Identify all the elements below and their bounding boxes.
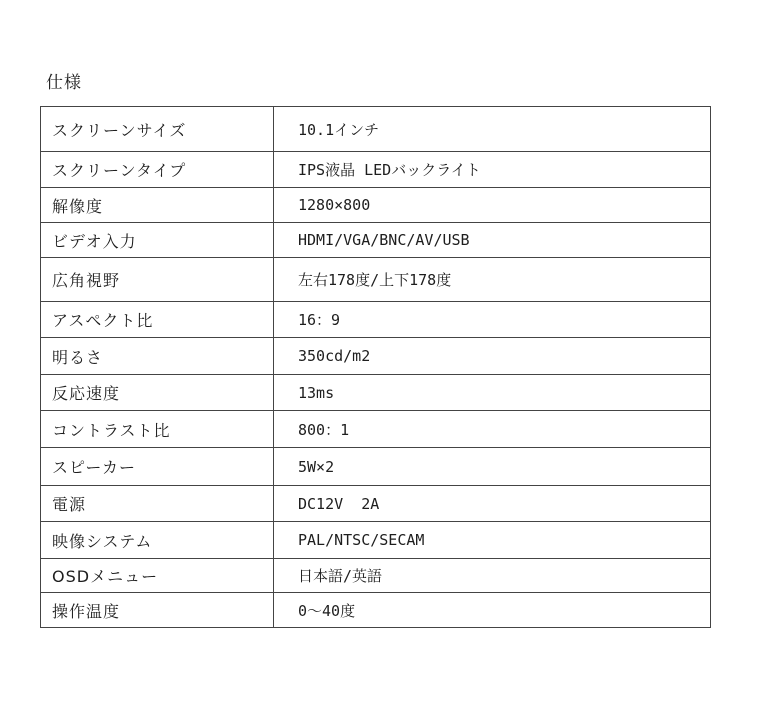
spec-label: 操作温度: [41, 593, 274, 628]
table-row: [41, 559, 711, 593]
table-row: [41, 593, 711, 628]
spec-value: IPS液晶 LEDバックライト: [274, 152, 711, 188]
spec-value: 左右178度/上下178度: [274, 258, 711, 302]
table-row: [41, 188, 711, 223]
spec-label: スクリーンサイズ: [41, 107, 274, 152]
spec-label: アスペクト比: [41, 302, 274, 338]
page-title: 仕様: [46, 73, 82, 93]
spec-value: 1280×800: [274, 188, 711, 223]
spec-label: 明るさ: [41, 338, 274, 375]
spec-value: 10.1インチ: [274, 107, 711, 152]
table-row: [41, 107, 711, 152]
table-row: [41, 522, 711, 559]
table-row: [41, 258, 711, 302]
spec-label: OSDメニュー: [41, 559, 274, 593]
spec-value: 350cd/m2: [274, 338, 711, 375]
table-row: [41, 152, 711, 188]
spec-label: 広角視野: [41, 258, 274, 302]
spec-value: HDMI/VGA/BNC/AV/USB: [274, 223, 711, 258]
spec-label: 反応速度: [41, 375, 274, 411]
spec-label: スピーカー: [41, 448, 274, 486]
table-row: [41, 223, 711, 258]
spec-value: 0～40度: [274, 593, 711, 628]
spec-label: コントラスト比: [41, 411, 274, 448]
spec-table: [40, 106, 711, 628]
table-row: [41, 486, 711, 522]
table-row: [41, 338, 711, 375]
spec-value: DC12V 2A: [274, 486, 711, 522]
spec-value: 800：1: [274, 411, 711, 448]
table-row: [41, 411, 711, 448]
spec-label: ビデオ入力: [41, 223, 274, 258]
spec-value: 16：9: [274, 302, 711, 338]
spec-label: 映像システム: [41, 522, 274, 559]
table-row: [41, 302, 711, 338]
spec-value: 13ms: [274, 375, 711, 411]
spec-label: スクリーンタイプ: [41, 152, 274, 188]
table-row: [41, 375, 711, 411]
spec-value: PAL/NTSC/SECAM: [274, 522, 711, 559]
spec-value: 日本語/英語: [274, 559, 711, 593]
spec-label: 解像度: [41, 188, 274, 223]
table-row: [41, 448, 711, 486]
spec-label: 電源: [41, 486, 274, 522]
spec-value: 5W×2: [274, 448, 711, 486]
